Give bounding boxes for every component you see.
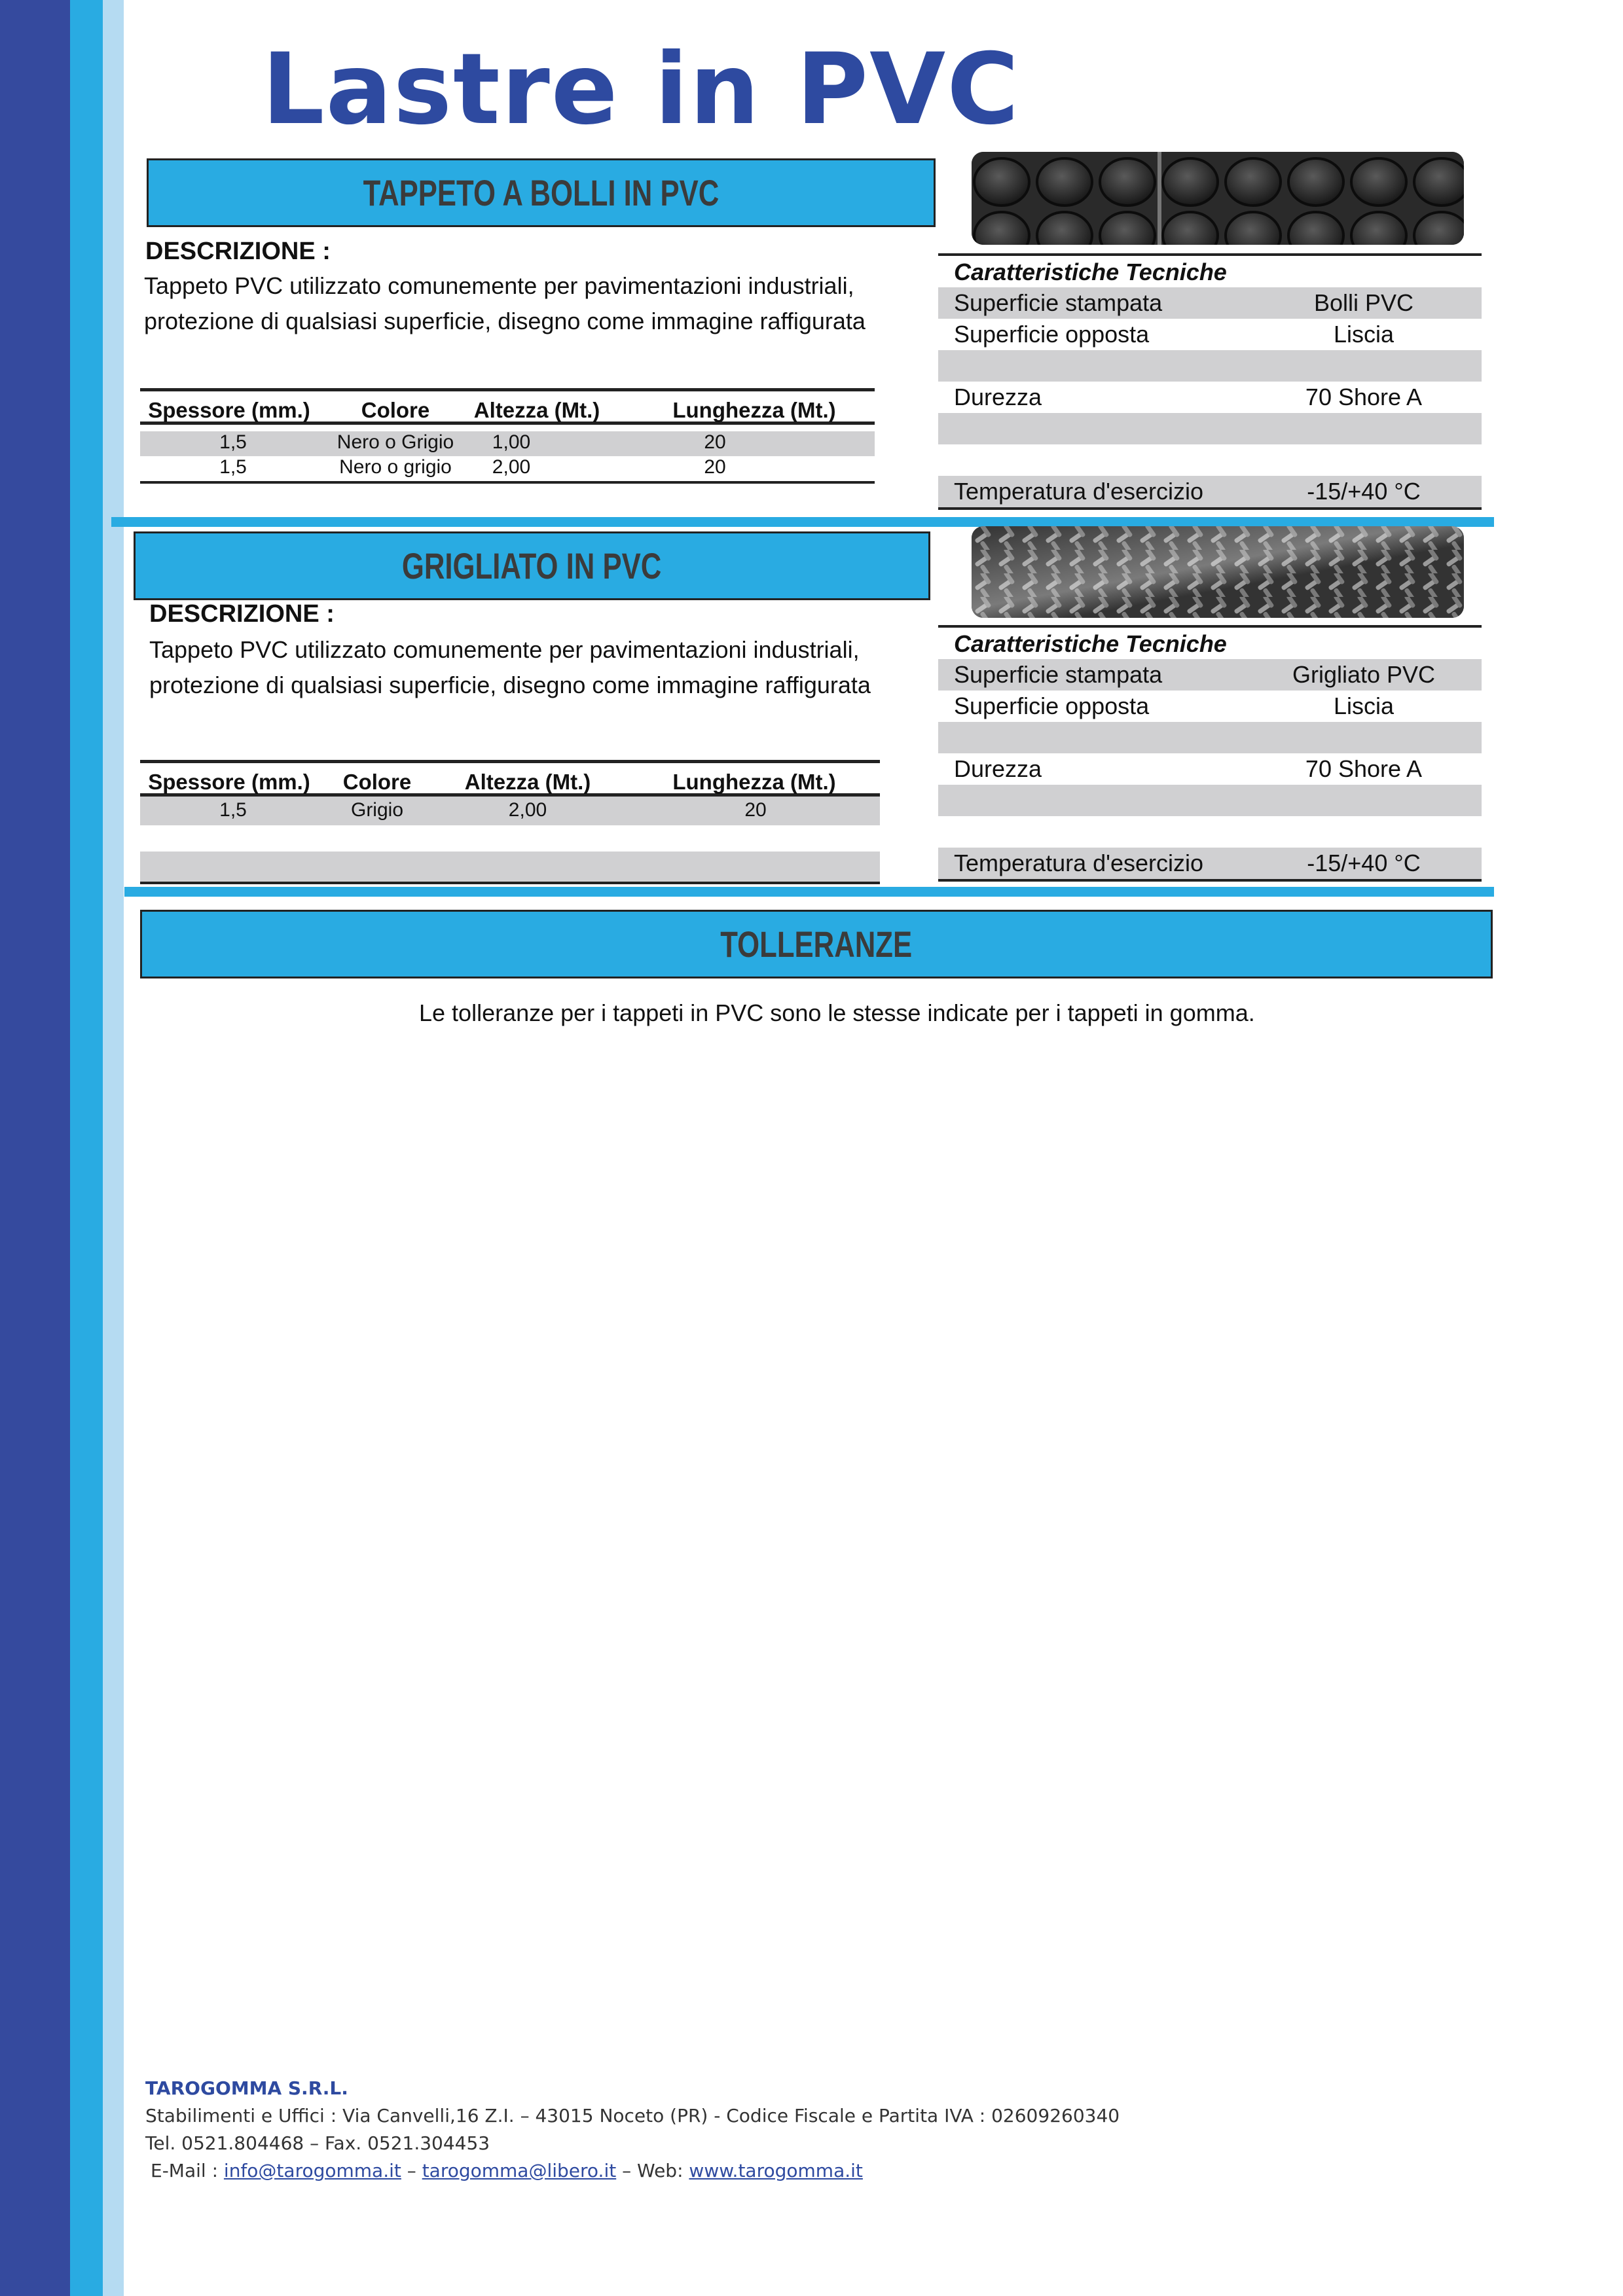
spec-value: -15/+40 °C xyxy=(1307,850,1421,876)
size-table xyxy=(140,388,875,484)
table-cell: 2,00 xyxy=(508,799,547,821)
spec-value: Grigliato PVC xyxy=(1292,661,1436,688)
table-header: Colore xyxy=(361,398,430,422)
description-label: DESCRIZIONE : xyxy=(149,600,335,628)
table-cell: 1,5 xyxy=(219,456,247,478)
specs-row xyxy=(938,444,1482,476)
spec-key: Durezza xyxy=(954,384,1042,410)
spec-key: Temperatura d'esercizio xyxy=(954,850,1204,876)
specs-row xyxy=(938,722,1482,753)
table-header-row xyxy=(140,760,880,797)
table-header: Lunghezza (Mt.) xyxy=(672,770,836,794)
specs-row xyxy=(938,753,1482,785)
spec-key: Superficie stampata xyxy=(954,289,1163,316)
web-label: – Web: xyxy=(622,2160,684,2181)
web-link[interactable]: www.tarogomma.it xyxy=(689,2160,863,2181)
company-address: Stabilimenti e Uffici : Via Canvelli,16 Z.I. – 43015 Noceto (PR) - Codice Fiscale e Partita IVA : 02609260340 xyxy=(145,2105,1120,2126)
spec-value: Liscia xyxy=(1333,692,1395,719)
spec-value: -15/+40 °C xyxy=(1307,478,1421,505)
spec-key: Superficie opposta xyxy=(954,692,1150,719)
description-line: protezione di qualsiasi superficie, disegno come immagine raffigurata xyxy=(149,672,871,698)
specs-row xyxy=(938,382,1482,413)
section-band-grigliato xyxy=(134,531,930,600)
table-cell: 20 xyxy=(704,431,726,453)
specs-row xyxy=(938,413,1482,444)
section-band-bolli xyxy=(147,158,936,227)
table-row xyxy=(140,797,880,825)
table-header: Altezza (Mt.) xyxy=(464,770,591,794)
studded-pvc-mat-photo xyxy=(972,152,1464,245)
table-row xyxy=(140,456,875,484)
section-separator xyxy=(111,517,1494,527)
size-table xyxy=(140,760,880,884)
left-stripe-light xyxy=(103,0,124,2296)
table-header-row xyxy=(140,388,875,425)
table-cell: Nero o grigio xyxy=(339,456,452,478)
spec-value: 70 Shore A xyxy=(1305,755,1423,782)
specs-table xyxy=(938,253,1482,510)
specs-row xyxy=(938,319,1482,350)
contact-line xyxy=(145,2157,1120,2185)
company-name: TAROGOMMA S.R.L. xyxy=(145,2077,348,2099)
description-line: protezione di qualsiasi superficie, disegno come immagine raffigurata xyxy=(144,308,866,334)
specs-table xyxy=(938,625,1482,882)
table-cell: 1,5 xyxy=(219,799,247,821)
section-band-title: GRIGLIATO IN PVC xyxy=(402,545,662,586)
table-cell: 1,5 xyxy=(219,431,247,453)
company-phone: Tel. 0521.804468 – Fax. 0521.304453 xyxy=(145,2132,490,2154)
email-label: E-Mail : xyxy=(151,2160,219,2181)
spec-key: Superficie opposta xyxy=(954,321,1150,348)
table-header: Altezza (Mt.) xyxy=(473,398,600,422)
table-header: Spessore (mm.) xyxy=(148,770,310,794)
spec-key: Superficie stampata xyxy=(954,661,1163,688)
table-header: Colore xyxy=(342,770,412,794)
table-cell: 1,00 xyxy=(492,431,531,453)
description-line: Tappeto PVC utilizzato comunemente per pavimentazioni industriali, xyxy=(149,636,860,663)
section-band-title: TAPPETO A BOLLI IN PVC xyxy=(363,172,720,213)
specs-row xyxy=(938,785,1482,816)
email-link-info[interactable]: info@tarogomma.it xyxy=(223,2160,401,2181)
section-separator xyxy=(124,887,1494,897)
table-cell: Nero o Grigio xyxy=(337,431,454,453)
spec-key: Temperatura d'esercizio xyxy=(954,478,1204,505)
table-cell: 20 xyxy=(744,799,767,821)
table-cell: 20 xyxy=(704,456,726,478)
description-text xyxy=(144,268,866,339)
table-cell: Grigio xyxy=(350,799,404,821)
table-row xyxy=(140,852,880,884)
table-header: Lunghezza (Mt.) xyxy=(672,398,836,422)
specs-row xyxy=(938,848,1482,882)
table-row xyxy=(140,431,875,456)
footer xyxy=(145,2075,1120,2185)
specs-title: Caratteristiche Tecniche xyxy=(954,259,1227,285)
specs-row xyxy=(938,691,1482,722)
left-stripe-dark xyxy=(0,0,70,2296)
specs-title-row xyxy=(938,625,1482,659)
tolerances-text: Le tolleranze per i tappeti in PVC sono le stesse indicate per i tappeti in gomma. xyxy=(419,999,1255,1026)
spec-value: Bolli PVC xyxy=(1313,289,1414,316)
spec-value: Liscia xyxy=(1333,321,1395,348)
specs-row xyxy=(938,816,1482,848)
specs-title-row xyxy=(938,253,1482,287)
separator-dash: – xyxy=(407,2160,416,2181)
email-link-libero[interactable]: tarogomma@libero.it xyxy=(422,2160,617,2181)
specs-row xyxy=(938,659,1482,691)
table-header: Spessore (mm.) xyxy=(148,398,310,422)
section-band-title: TOLLERANZE xyxy=(720,924,913,965)
specs-title: Caratteristiche Tecniche xyxy=(954,630,1227,657)
spec-key: Durezza xyxy=(954,755,1042,782)
section-band-tolleranze xyxy=(140,910,1493,978)
description-line: Tappeto PVC utilizzato comunemente per pavimentazioni industriali, xyxy=(144,272,854,299)
table-cell: 2,00 xyxy=(492,456,531,478)
left-stripe-blue xyxy=(70,0,103,2296)
description-text xyxy=(149,632,871,703)
specs-row xyxy=(938,476,1482,510)
checker-plate-pvc-photo xyxy=(972,526,1464,618)
page-title: Lastre in PVC xyxy=(262,33,1021,147)
description-label: DESCRIZIONE : xyxy=(145,238,331,265)
specs-row xyxy=(938,350,1482,382)
spec-value: 70 Shore A xyxy=(1305,384,1423,410)
specs-row xyxy=(938,287,1482,319)
